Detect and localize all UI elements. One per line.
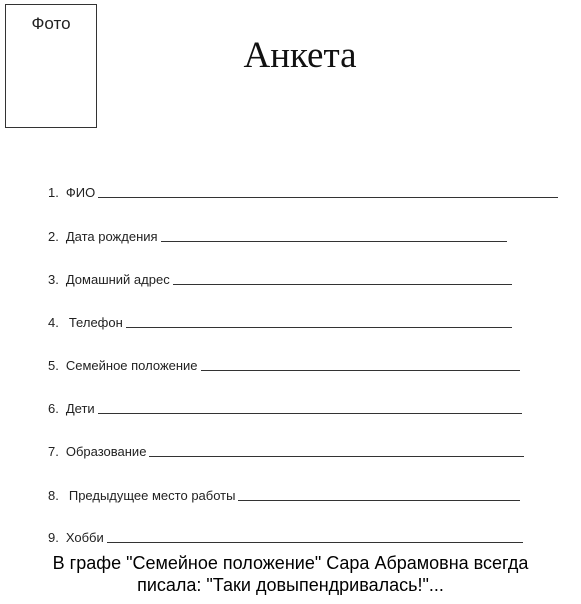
photo-label: Фото [31,14,71,33]
field-birth-date [48,226,507,244]
field-label: Домашний адрес [65,272,170,287]
field-input-line[interactable] [98,413,522,414]
field-phone [48,312,512,330]
field-number: 2. [48,229,59,244]
field-input-line[interactable] [107,542,523,543]
field-input-line[interactable] [161,241,507,242]
field-number: 5. [48,358,59,373]
caption-line-2: писала: "Таки довыпендривалась!"... [137,575,444,595]
field-number: 7. [48,444,59,459]
field-label: Хобби [65,530,104,545]
field-marital-status [48,355,520,373]
photo-box [5,4,97,128]
field-label: Дата рождения [65,229,158,244]
caption-line-1: В графе "Семейное положение" Сара Абрамовна всегда [52,553,529,573]
field-label: Образование [65,444,147,459]
field-number: 6. [48,401,59,416]
field-previous-job [48,485,520,503]
field-label: Предыдущее место работы [68,488,236,503]
field-home-address [48,269,512,287]
field-number: 8. [48,488,59,503]
field-number: 9. [48,530,59,545]
field-input-line[interactable] [173,284,512,285]
field-input-line[interactable] [126,327,512,328]
field-number: 4. [48,315,59,330]
field-number: 1. [48,185,59,200]
field-label: Дети [65,401,95,416]
field-input-line[interactable] [238,500,520,501]
field-label: ФИО [65,185,96,200]
field-children [48,398,522,416]
page-title: Анкета [243,35,357,76]
field-education [48,441,524,459]
field-full-name [48,182,558,200]
caption [0,552,581,596]
field-label: Семейное положение [65,358,198,373]
field-number: 3. [48,272,59,287]
field-hobbies [48,527,523,545]
field-input-line[interactable] [98,197,558,198]
field-input-line[interactable] [149,456,524,457]
field-input-line[interactable] [201,370,520,371]
field-label: Телефон [68,315,123,330]
